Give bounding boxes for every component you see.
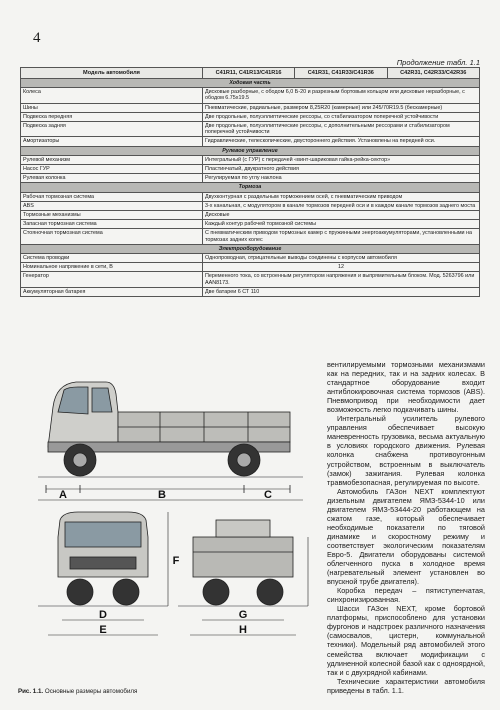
table-row (21, 263, 480, 272)
table-cell-value: Переменного тока, со встроенным регулятором напряжения и выпрямительным блоком. Мод. 5263796 или AAN8173. (203, 272, 480, 287)
truck-dimensions-figure (18, 352, 318, 686)
table-row (21, 211, 480, 220)
table-row (21, 155, 480, 164)
table-section-row (21, 79, 480, 88)
table-cell-label: Подвеска задняя (21, 122, 203, 137)
body-paragraph: Технические характеристики автомобиля приведены в табл. 1.1. (327, 676, 485, 695)
table-row (21, 229, 480, 244)
table-cell-value: Две продольные, полуэллиптические рессоры, с дополнительными рессорами и стабилизатором поперечной устойчивости (203, 122, 480, 137)
dim-label-e: E (99, 624, 107, 636)
body-paragraph: вентилируемыми тормозными механизмами как на передних, так и на задних колесах. В стандартное оборудование входит антиблокировочная система тормозов (ABS). Пневмопривод при необходимости дает возможность легко подкачивать шины. (327, 360, 485, 415)
dim-label-b: B (158, 489, 166, 501)
table-cell-label: Амортизаторы (21, 137, 203, 146)
body-paragraph: Шасси ГАЗон NEXT, кроме бортовой платформы, приспособлено для установки фургонов и надстроек различного назначения (самосвалов, цистерн, коммунальной техники). Модельный ряд автомобилей этого семейства включает модификации с удлиненной колесной базой как с одноярдной, так и с двухрядной кабинами. (327, 604, 485, 677)
table-cell-value: С пневматическим приводом тормозных камер с пружинными энергоаккумуляторами, установленными на тормозах задних колес (203, 229, 480, 244)
dim-label-f: F (172, 555, 180, 567)
table-row (21, 112, 480, 121)
table-row (21, 122, 480, 137)
table-cell-label: Стояночная тормозная система (21, 229, 203, 244)
column-header: C42R31, C42R33/C42R36 (387, 68, 479, 79)
figure-caption-text: Основные размеры автомобиля (44, 688, 138, 695)
table-header-row (21, 68, 480, 79)
table-cell-value: Интегральный (с ГУР) с передачей «винт-шариковая гайка-рейка-сектор» (203, 155, 480, 164)
table-cell-value: Дисковые разборные, с ободом 6,0 Б-20 и разрезным бортовым кольцом или дисковые неразборные, с ободом 6.75х19.5 (203, 88, 480, 103)
table-cell-label: Колеса (21, 88, 203, 103)
table-cell-label: Аккумуляторная батарея (21, 287, 203, 296)
table-section-title: Тормоза (21, 183, 480, 192)
table-cell-value: Пневматические, радиальные, размером 8,25R20 (камерные) или 245/70R19.5 (бескамерные) (203, 103, 480, 112)
column-header: Модель автомобиля (21, 68, 203, 79)
table-cell-value: Две продольные, полуэллиптические рессоры, со стабилизатором поперечной устойчивости (203, 112, 480, 121)
table-cell-label: Запасная тормозная система (21, 220, 203, 229)
table-row (21, 174, 480, 183)
table-row (21, 103, 480, 112)
dim-label-d: D (99, 609, 107, 621)
table-cell-label: Тормозные механизмы (21, 211, 203, 220)
table-cell-value: Регулируемая по углу наклона (203, 174, 480, 183)
table-cell-label: Рабочая тормозная система (21, 192, 203, 201)
page-number: 4 (33, 30, 41, 46)
table-section-title: Рулевое управление (21, 146, 480, 155)
dim-label-a: A (59, 489, 67, 501)
table-section-row (21, 183, 480, 192)
table-cell-label: ABS (21, 201, 203, 210)
dim-label-g: G (238, 609, 248, 621)
table-row (21, 220, 480, 229)
table-cell-value: Дисковые (203, 211, 480, 220)
table-cell-label: Рулевая колонка (21, 174, 203, 183)
table-cell-label: Подвеска передняя (21, 112, 203, 121)
spec-table (20, 67, 480, 297)
table-cell-value: Гидравлические, телескопические, двустороннего действия. Установлены на передней оси. (203, 137, 480, 146)
table-cell-label: Насос ГУР (21, 165, 203, 174)
table-row (21, 165, 480, 174)
table-cell-label: Генератор (21, 272, 203, 287)
body-text (327, 360, 485, 695)
table-row (21, 254, 480, 263)
table-section-title: Ходовая часть (21, 79, 480, 88)
table-row (21, 137, 480, 146)
body-paragraph: Автомобиль ГАЗон NEXT комплектуют дизельным двигателем ЯМЗ-5344-10 или двигателем ЯМЗ-53444-20 работающем на сжатом газе, который обеспечивает необходимые показатели по тяговой динамике и скоростному режиму и соответствует экологическим показателям Евро-5. Двигатели оборудованы системой облегченного пуска в холодное время (нагревательный элемент установлен во впускной трубе двигателя). (327, 486, 485, 587)
table-row (21, 272, 480, 287)
dim-label-c: C (264, 489, 272, 501)
table-cell-value: Две батареи 6 СТ 110 (203, 287, 480, 296)
dim-label-h: H (239, 624, 247, 636)
body-paragraph: Коробка передач – пятиступенчатая, синхронизированная. (327, 586, 485, 605)
column-header: C41R11, C41R13/C41R16 (203, 68, 295, 79)
figure-caption-number: Рис. 1.1. (18, 688, 44, 695)
column-header: C41R31, C41R33/C41R36 (295, 68, 387, 79)
table-cell-value: 12 (203, 263, 480, 272)
table-cell-value: Двухконтурная с раздельным торможением осей, с пневматическим приводом (203, 192, 480, 201)
table-cell-label: Система проводки (21, 254, 203, 263)
table-cell-value: Однопроводная, отрицательные выводы соединены с корпусом автомобиля (203, 254, 480, 263)
table-cell-label: Шины (21, 103, 203, 112)
table-section-title: Электрооборудование (21, 244, 480, 253)
table-cell-label: Рулевой механизм (21, 155, 203, 164)
table-row (21, 201, 480, 210)
table-row (21, 192, 480, 201)
table-row (21, 88, 480, 103)
table-section-row (21, 244, 480, 253)
figure-caption (18, 688, 137, 695)
table-cell-value: Каждый контур рабочей тормозной системы (203, 220, 480, 229)
table-cell-label: Номинальное напряжение в сети, В (21, 263, 203, 272)
table-cell-value: 3-х канальная, с модулятором в канале тормозов передней оси и в каждом канале тормозов заднего моста (203, 201, 480, 210)
body-paragraph: Интегральный усилитель рулевого управления обеспечивает высокую маневренность грузовика, весьма актуальную в условиях городского движения. Рулевая колонка снабжена противоугонным устройством, встроенным в выключатель (замок) зажигания. Рулевая колонка травмобезопасная, регулируемая по высоте. (327, 414, 485, 487)
table-continuation-label: Продолжение табл. 1.1 (396, 58, 480, 67)
truck-drawing (18, 352, 318, 686)
table-cell-value: Пластинчатый, двукратного действия (203, 165, 480, 174)
table-row (21, 287, 480, 296)
table-section-row (21, 146, 480, 155)
